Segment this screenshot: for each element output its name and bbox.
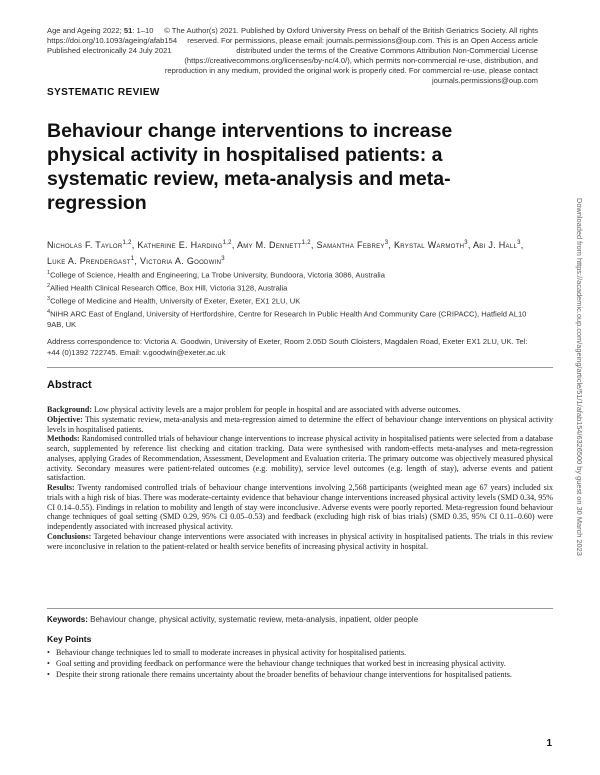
author-list: Nicholas F. Taylor$^{1,2}$, Katherine E. Harding$^{1,2}$, Amy M. Dennett$^{1,2}$, Samantha Febrey$^3$, Krystal Warmoth$^3$, Abi J. Hall$^3$, Luke A. Prendergast$^1$, Victoria A. Goodwin$^3$ bbox=[47, 240, 524, 266]
copyright-notice: © The Author(s) 2021. Published by Oxford University Press on behalf of the British Geriatrics Society. All rights reserved. For permissions, please email: journals.permissions@oup.com. This is an Open Access article distributed under the terms of the Creative Commons Attribution Non-Commercial License (https://creativecommons.org/licenses/by-nc/4.0/), which permits non-commercial re-use, distribution, and reproduction in any medium, provided the original work is properly cited. For commercial re-use, please contact journals.permissions@oup.com bbox=[164, 26, 538, 85]
author-name: Katherine E. Harding bbox=[137, 240, 223, 250]
abstract-section bbox=[47, 405, 553, 415]
author-affiliation-ref: 1 bbox=[130, 256, 135, 262]
abstract-section bbox=[47, 483, 553, 532]
doi-link[interactable]: https://doi.org/10.1093/ageing/afab154 bbox=[47, 36, 178, 45]
abstract-section-label: Objective: bbox=[47, 414, 83, 424]
abstract-section-label: Conclusions: bbox=[47, 531, 92, 541]
author-affiliation-ref: 1,2 bbox=[222, 240, 232, 246]
author-name: Abi J. Hall bbox=[472, 240, 518, 250]
journal-citation: Age and Ageing 2022; 51: 1–10 bbox=[47, 26, 154, 35]
correspondence: Address correspondence to: Victoria A. Goodwin, University of Exeter, Room 2.05D South Cloisters, Magdalen Road, Exeter EX1 2LU, UK. Tel: +44 (0)1392 722745. Email: v.goodwin@exeter.ac.uk bbox=[47, 337, 528, 357]
author-name: Amy M. Dennett bbox=[236, 240, 302, 250]
download-note bbox=[574, 198, 586, 758]
key-point: • Behaviour change techniques led to small to moderate increases in physical activity for hospitalised patients. bbox=[47, 648, 407, 657]
download-note-text: Downloaded from https://academic.oup.com/ageing/article/51/1/afab154/6326500 by guest on 30 March 2023 bbox=[575, 198, 584, 556]
article-section: SYSTEMATIC REVIEW bbox=[47, 87, 160, 98]
affiliation: $^2$Allied Health Clinical Research Office, Box Hill, Victoria 3128, Australia bbox=[47, 283, 288, 293]
author-name: Krystal Warmoth bbox=[393, 240, 465, 250]
divider bbox=[47, 367, 553, 368]
abstract-section-text: Twenty randomised controlled trials of behaviour change interventions involving 2,568 participants (weighted mean age 67 years) included six trials with a high risk of bias. There was moderate-certainty evidence that behaviour change interventions increased physical activity levels (SMD 0.34, 95% CI 0.14–0.55). Findings in relation to mobility and length of stay were inconclusive. Adverse events were poorly reported. Meta-regression found behaviour change techniques of goal setting (SMD 0.29, 95% CI 0.05–0.53) and feedback (excluding high risk of bias trials) (SMD 0.35, 95% CI 0.11–0.60) were independently associated with increased physical activity. bbox=[47, 483, 553, 531]
abstract-section bbox=[47, 415, 553, 435]
abstract-heading: Abstract bbox=[47, 379, 92, 391]
affiliation: $^4$NIHR ARC East of England, University of Hertfordshire, Centre for Research In Public Health And Community Care (CRIPACC), Hatfield AL10 9AB, UK bbox=[47, 309, 527, 330]
keywords-label: Keywords: bbox=[47, 615, 88, 624]
article-title: Behaviour change interventions to increase physical activity in hospitalised patients: a systematic review, meta-analysis and meta-regression bbox=[47, 120, 453, 214]
abstract-section-label: Results: bbox=[47, 483, 75, 492]
key-points-heading: Key Points bbox=[47, 634, 92, 644]
published-date: Published electronically 24 July 2021 bbox=[47, 46, 172, 55]
abstract-section-label: Background: bbox=[47, 405, 93, 414]
keywords bbox=[47, 615, 553, 625]
author-name: Nicholas F. Taylor bbox=[47, 240, 123, 250]
author-affiliation-ref: 3 bbox=[221, 256, 225, 262]
affiliation: $^1$College of Science, Health and Engineering, La Trobe University, Bundoora, Victoria 3086, Australia bbox=[47, 270, 385, 280]
divider bbox=[47, 608, 553, 609]
page-number: 1 bbox=[546, 738, 552, 749]
author-name: Samantha Febrey bbox=[316, 240, 385, 250]
key-points-list bbox=[47, 648, 553, 680]
author-affiliation-ref: 3 bbox=[464, 240, 468, 246]
abstract-section bbox=[47, 532, 553, 552]
abstract-body bbox=[47, 405, 553, 551]
abstract-section-text: Targeted behaviour change interventions were associated with increases in physical activity in hospitalised patients. The trials in this review were inconclusive in relation to the patient-related or health service benefits of increasing physical activity in hospital. bbox=[47, 531, 553, 551]
abstract-section bbox=[47, 434, 553, 483]
key-point: • Goal setting and providing feedback on performance were the behaviour change techniques that worked best in increasing physical activity. bbox=[47, 658, 506, 668]
author-name: Victoria A. Goodwin bbox=[139, 256, 222, 266]
bullet-icon: • bbox=[47, 658, 50, 668]
author-affiliation-ref: 1,2 bbox=[301, 240, 311, 246]
bullet-icon: • bbox=[47, 669, 50, 679]
author-name: Luke A. Prendergast bbox=[47, 256, 131, 266]
author-affiliation-ref: 3 bbox=[384, 240, 389, 246]
bullet-icon: • bbox=[47, 648, 50, 657]
abstract-section-text: Randomised controlled trials of behaviour change interventions to increase physical activity in hospitalised patients were selected from a database search, supplemented by reference list checking and citation tracking. Data were synthesised with random-effects meta-analyses and meta-regression analyses, applying Grades of Recommendation, Assessment, Development and Evaluation criteria. The primary outcome was objectively measured physical activity. Secondary measures were patient-related outcomes (e.g. mobility), service level outcomes (e.g. length of stay), adverse events and patient satisfaction. bbox=[47, 434, 553, 483]
key-point: • Despite their strong rationale there remains uncertainty about the broader benefits of behaviour change interventions for hospitalised patients. bbox=[47, 669, 512, 679]
author-affiliation-ref: 3 bbox=[517, 240, 521, 246]
affiliation: $^3$College of Medicine and Health, University of Exeter, Exeter, EX1 2LU, UK bbox=[47, 296, 301, 306]
affiliation-list bbox=[47, 268, 537, 331]
author-affiliation-ref: 1,2 bbox=[122, 240, 132, 246]
abstract-section-text: Low physical activity levels are a major problem for people in hospital and are associated with adverse outcomes. bbox=[92, 405, 461, 414]
keywords-text: Behaviour change, physical activity, systematic review, meta-analysis, inpatient, older people bbox=[90, 615, 419, 624]
abstract-section-text: This systematic review, meta-analysis and meta-regression aimed to determine the effect of behaviour change interventions on physical activity levels in hospitalised patients. bbox=[47, 414, 553, 434]
abstract-section-label: Methods: bbox=[47, 434, 80, 444]
